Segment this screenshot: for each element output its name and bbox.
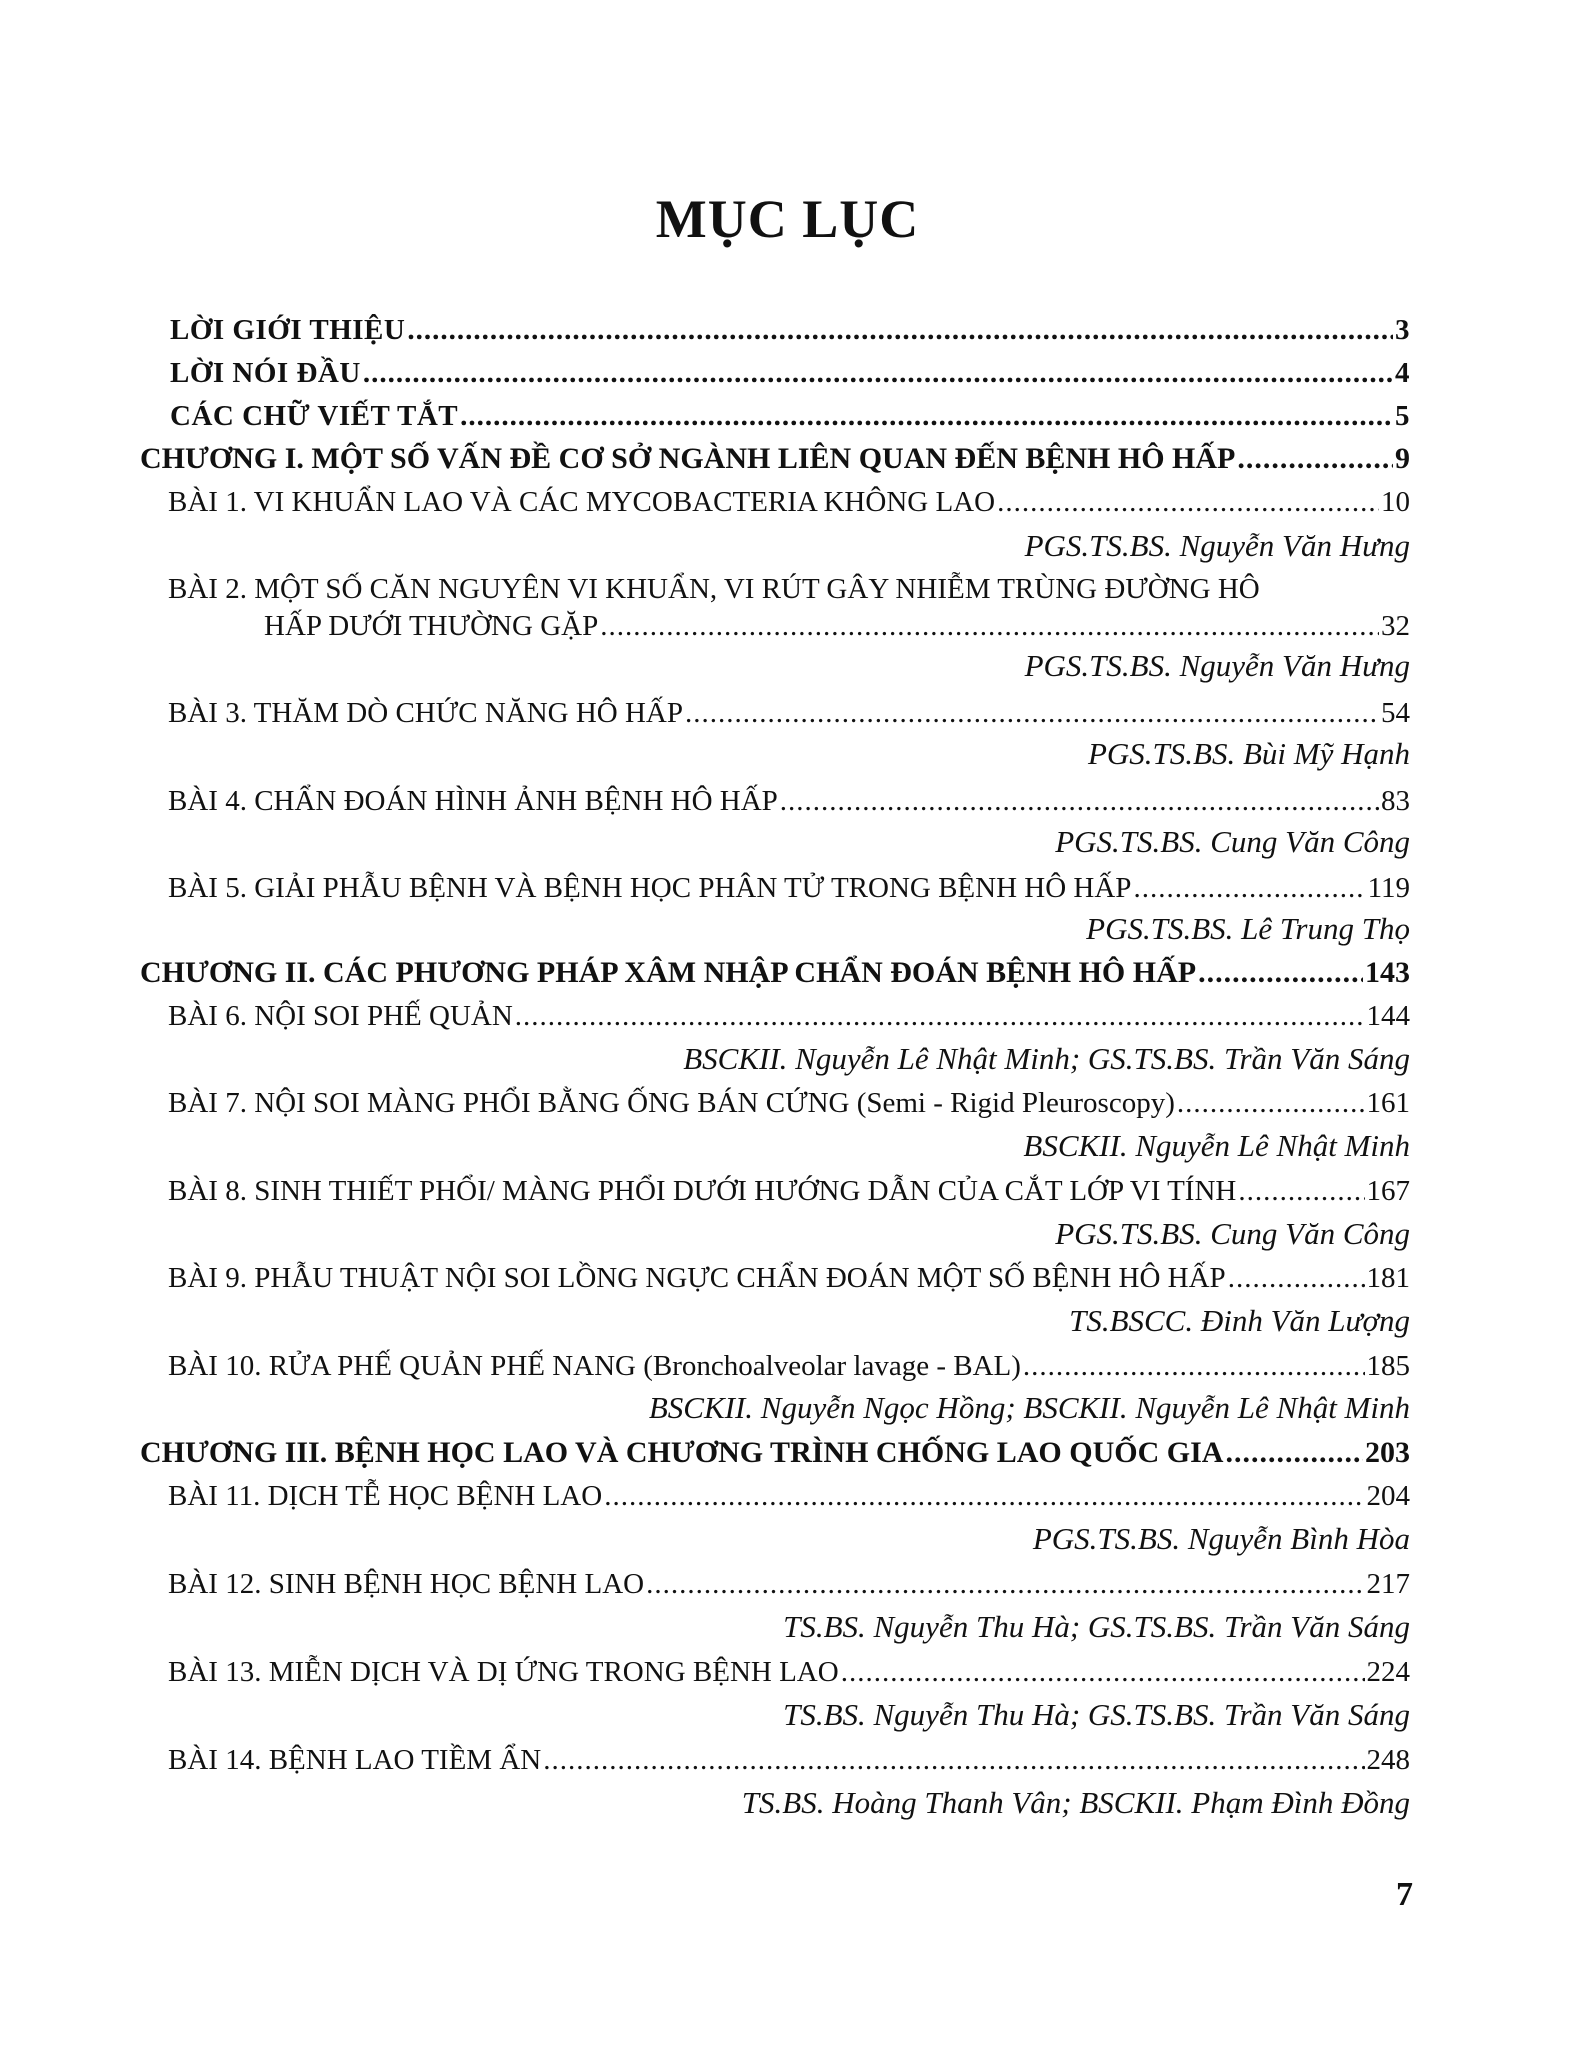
toc-entry-page: 224 <box>1366 1656 1410 1688</box>
toc-entry-label: BÀI 6. NỘI SOI PHẾ QUẢN <box>168 1000 513 1032</box>
toc-entry-author: PGS.TS.BS. Cung Văn Công <box>1055 1216 1410 1251</box>
toc-entry-bai-9[interactable] <box>168 1262 1410 1295</box>
toc-chapter-3[interactable] <box>140 1436 1410 1470</box>
toc-entry-bai-2-line1[interactable]: BÀI 2. MỘT SỐ CĂN NGUYÊN VI KHUẨN, VI RÚT GÂY NHIỄM TRÙNG ĐƯỜNG HÔ <box>168 573 1260 605</box>
page-number: 7 <box>1396 1876 1413 1913</box>
toc-entry-page: 181 <box>1366 1262 1410 1294</box>
toc-entry-page: 3 <box>1395 314 1410 346</box>
toc-entry-bai-12[interactable] <box>168 1568 1410 1601</box>
dot-leader <box>460 400 1393 433</box>
toc-entry-label: CÁC CHỮ VIẾT TẮT <box>170 400 459 432</box>
toc-entry-bai-10[interactable] <box>168 1350 1410 1383</box>
toc-entry-page: 161 <box>1366 1087 1410 1119</box>
toc-entry-front-intro[interactable] <box>170 314 1410 347</box>
toc-entry-author: PGS.TS.BS. Cung Văn Công <box>1055 824 1410 859</box>
dot-leader <box>1023 1350 1365 1383</box>
toc-entry-label: BÀI 13. MIỄN DỊCH VÀ DỊ ỨNG TRONG BỆNH LAO <box>168 1656 839 1688</box>
toc-entry-label: BÀI 4. CHẨN ĐOÁN HÌNH ẢNH BỆNH HÔ HẤP <box>168 785 778 817</box>
toc-entry-bai-8[interactable] <box>168 1175 1410 1208</box>
toc-entry-front-abbrev[interactable] <box>170 400 1410 433</box>
toc-entry-page: 144 <box>1366 1000 1410 1032</box>
toc-entry-bai-11[interactable] <box>168 1480 1410 1513</box>
toc-chapter-page: 9 <box>1395 442 1410 475</box>
toc-entry-bai-2[interactable] <box>264 610 1410 643</box>
dot-leader <box>600 610 1379 643</box>
toc-entry-author: PGS.TS.BS. Nguyễn Bình Hòa <box>1032 1521 1410 1556</box>
dot-leader <box>1133 872 1365 905</box>
toc-chapter-page: 203 <box>1365 1436 1410 1469</box>
toc-entry-author: PGS.TS.BS. Lê Trung Thọ <box>1086 911 1410 946</box>
toc-entry-label: BÀI 9. PHẪU THUẬT NỘI SOI LỒNG NGỰC CHẨN ĐOÁN MỘT SỐ BỆNH HÔ HẤP <box>168 1262 1226 1294</box>
toc-entry-page: 185 <box>1366 1350 1410 1382</box>
toc-entry-author: TS.BS. Nguyễn Thu Hà; GS.TS.BS. Trần Văn Sáng <box>783 1609 1410 1644</box>
toc-entry-author: BSCKII. Nguyễn Lê Nhật Minh <box>1023 1128 1410 1163</box>
dot-leader <box>646 1568 1364 1601</box>
dot-leader <box>1225 1436 1363 1470</box>
dot-leader <box>515 1000 1365 1033</box>
dot-leader <box>407 314 1393 347</box>
toc-chapter-label: CHƯƠNG III. BỆNH HỌC LAO VÀ CHƯƠNG TRÌNH CHỐNG LAO QUỐC GIA <box>140 1436 1224 1469</box>
toc-chapter-label: CHƯƠNG II. CÁC PHƯƠNG PHÁP XÂM NHẬP CHẨN ĐOÁN BỆNH HÔ HẤP <box>140 956 1197 989</box>
toc-entry-label: BÀI 14. BỆNH LAO TIỀM ẨN <box>168 1744 542 1776</box>
toc-entry-author: TS.BS. Nguyễn Thu Hà; GS.TS.BS. Trần Văn Sáng <box>783 1697 1410 1732</box>
toc-entry-page: 4 <box>1395 357 1410 389</box>
dot-leader <box>543 1744 1364 1777</box>
toc-entry-label: BÀI 10. RỬA PHẾ QUẢN PHẾ NANG (Bronchoalveolar lavage - BAL) <box>168 1350 1021 1382</box>
toc-entry-page: 217 <box>1366 1568 1410 1600</box>
toc-entry-page: 167 <box>1366 1175 1410 1207</box>
toc-entry-author: PGS.TS.BS. Bùi Mỹ Hạnh <box>1087 736 1410 771</box>
toc-entry-page: 119 <box>1367 872 1410 904</box>
toc-entry-label: BÀI 8. SINH THIẾT PHỔI/ MÀNG PHỔI DƯỚI HƯỚNG DẪN CỦA CẮT LỚP VI TÍNH <box>168 1175 1237 1207</box>
toc-entry-bai-6[interactable] <box>168 1000 1410 1033</box>
toc-entry-bai-7[interactable] <box>168 1087 1410 1120</box>
toc-entry-page: 83 <box>1381 785 1410 817</box>
toc-entry-label: BÀI 7. NỘI SOI MÀNG PHỔI BẰNG ỐNG BÁN CỨNG (Semi - Rigid Pleuroscopy) <box>168 1087 1175 1119</box>
toc-entry-page: 10 <box>1381 486 1410 518</box>
dot-leader <box>841 1656 1365 1689</box>
toc-entry-author: PGS.TS.BS. Nguyễn Văn Hưng <box>1024 528 1410 563</box>
toc-entry-author: TS.BS. Hoàng Thanh Vân; BSCKII. Phạm Đình Đồng <box>741 1785 1410 1820</box>
toc-entry-label: BÀI 1. VI KHUẨN LAO VÀ CÁC MYCOBACTERIA KHÔNG LAO <box>168 486 996 518</box>
toc-entry-author: TS.BSCC. Đinh Văn Lượng <box>1069 1303 1410 1338</box>
dot-leader <box>685 697 1379 730</box>
toc-entry-page: 5 <box>1395 400 1410 432</box>
toc-entry-bai-3[interactable] <box>168 697 1410 730</box>
dot-leader <box>1228 1262 1365 1295</box>
toc-entry-author: BSCKII. Nguyễn Lê Nhật Minh; GS.TS.BS. Trần Văn Sáng <box>683 1041 1410 1076</box>
toc-entry-label: HẤP DƯỚI THƯỜNG GẶP <box>264 610 599 642</box>
dot-leader <box>997 486 1379 519</box>
toc-entry-label: LỜI GIỚI THIỆU <box>170 314 406 346</box>
toc-entry-bai-13[interactable] <box>168 1656 1410 1689</box>
toc-entry-page: 204 <box>1366 1480 1410 1512</box>
toc-entry-label: BÀI 5. GIẢI PHẪU BỆNH VÀ BỆNH HỌC PHÂN TỬ TRONG BỆNH HÔ HẤP <box>168 872 1132 904</box>
dot-leader <box>1198 956 1363 990</box>
dot-leader <box>1177 1087 1365 1120</box>
dot-leader <box>1238 1175 1364 1208</box>
toc-entry-front-preface[interactable] <box>170 357 1410 390</box>
toc-entry-author: BSCKII. Nguyễn Ngọc Hồng; BSCKII. Nguyễn Lê Nhật Minh <box>648 1390 1410 1425</box>
toc-chapter-page: 143 <box>1365 956 1410 989</box>
toc-chapter-2[interactable] <box>140 956 1410 990</box>
page-title: MỤC LỤC <box>655 189 920 249</box>
toc-entry-label: LỜI NÓI ĐẦU <box>170 357 361 389</box>
toc-entry-page: 32 <box>1381 610 1410 642</box>
dot-leader <box>1237 442 1393 476</box>
toc-entry-bai-4[interactable] <box>168 785 1410 818</box>
dot-leader <box>780 785 1379 818</box>
toc-entry-label: BÀI 12. SINH BỆNH HỌC BỆNH LAO <box>168 1568 645 1600</box>
toc-entry-page: 54 <box>1381 697 1410 729</box>
toc-entry-bai-14[interactable] <box>168 1744 1410 1777</box>
toc-entry-author: PGS.TS.BS. Nguyễn Văn Hưng <box>1024 648 1410 683</box>
toc-entry-label: BÀI 3. THĂM DÒ CHỨC NĂNG HÔ HẤP <box>168 697 683 729</box>
dot-leader <box>363 357 1393 390</box>
toc-entry-bai-1[interactable] <box>168 486 1410 519</box>
toc-entry-bai-5[interactable] <box>168 872 1410 905</box>
toc-chapter-label: CHƯƠNG I. MỘT SỐ VẤN ĐỀ CƠ SỞ NGÀNH LIÊN QUAN ĐẾN BỆNH HÔ HẤP <box>140 442 1236 475</box>
dot-leader <box>604 1480 1364 1513</box>
toc-entry-page: 248 <box>1366 1744 1410 1776</box>
toc-chapter-1[interactable] <box>140 442 1410 476</box>
toc-entry-label: BÀI 11. DỊCH TỄ HỌC BỆNH LAO <box>168 1480 603 1512</box>
